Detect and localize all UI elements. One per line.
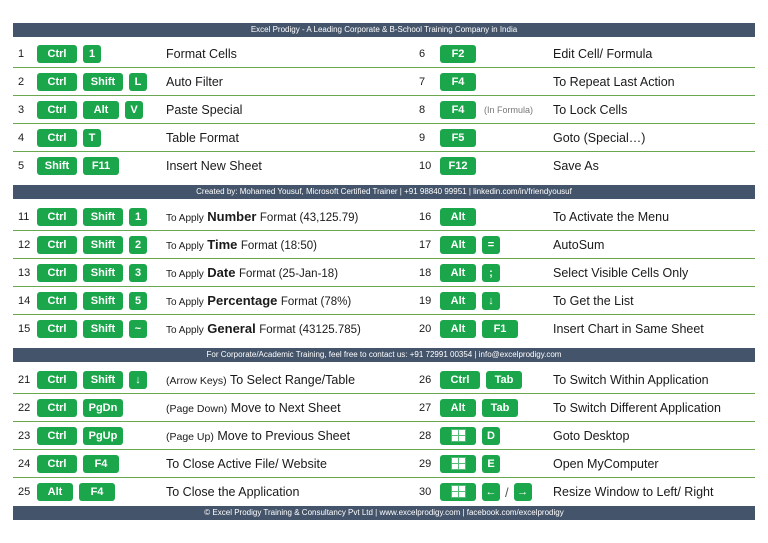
shortcut-row xyxy=(13,478,384,506)
section-3-right xyxy=(384,366,755,506)
key-combo xyxy=(37,129,101,147)
section-1-right xyxy=(384,40,755,180)
shortcut-row xyxy=(13,259,384,287)
shortcut-row xyxy=(13,231,384,259)
shortcut-description: To Activate the Menu xyxy=(553,210,670,224)
row-number: 3 xyxy=(18,104,25,116)
key-tab: Tab xyxy=(486,371,522,389)
row-number: 28 xyxy=(419,430,432,442)
row-number: 11 xyxy=(18,211,30,223)
key-combo xyxy=(37,371,147,389)
key-combo xyxy=(440,45,476,63)
key-combo xyxy=(37,483,115,501)
description-emphasis: Date xyxy=(207,265,236,280)
row-number: 4 xyxy=(18,132,25,144)
key-combo xyxy=(37,45,101,63)
shortcut-description: To Get the List xyxy=(553,294,634,308)
shortcut-description: Open MyComputer xyxy=(553,457,659,471)
key-ctrl: Ctrl xyxy=(37,320,77,338)
description-suffix: Format (25-Jan-18) xyxy=(238,268,339,280)
shortcut-description: To Close Active File/ Website xyxy=(166,457,327,471)
key-shift: Shift xyxy=(83,208,123,226)
key-combo xyxy=(440,292,500,310)
description-prefix: (Page Down) xyxy=(166,403,228,415)
section-2-left xyxy=(13,203,384,343)
description-suffix: Format (78%) xyxy=(280,296,352,308)
windows-key-icon xyxy=(440,483,476,501)
row-number: 21 xyxy=(18,374,31,386)
key-ctrl: Ctrl xyxy=(37,399,77,417)
key-combo xyxy=(440,73,476,91)
key-alt: Alt xyxy=(440,292,476,310)
shortcut-description: Insert New Sheet xyxy=(166,159,262,173)
shortcut-description xyxy=(166,287,351,317)
key-ctrl: Ctrl xyxy=(37,208,77,226)
shortcut-row xyxy=(13,315,384,343)
key-combo xyxy=(37,455,119,473)
key-pgup: PgUp xyxy=(83,427,123,445)
row-number: 5 xyxy=(18,160,25,172)
section-2-right xyxy=(384,203,755,343)
key-shift: Shift xyxy=(83,264,123,282)
shortcut-row xyxy=(13,366,384,394)
key-combo xyxy=(37,73,147,91)
shortcut-description: Select Visible Cells Only xyxy=(553,266,689,280)
key-shift: Shift xyxy=(37,157,77,175)
key-alt: Alt xyxy=(440,208,476,226)
contact-banner: For Corporate/Academic Training, feel free to contact us: +91 72991 00354 | info@excelprodigy.com xyxy=(13,348,755,362)
key-alt: Alt xyxy=(440,399,476,417)
key-arrow-down: ↓ xyxy=(482,292,500,310)
key-separator: / xyxy=(505,484,509,500)
key-combo xyxy=(440,129,476,147)
row-number: 16 xyxy=(419,211,432,223)
shortcut-row xyxy=(13,422,384,450)
key-ctrl: Ctrl xyxy=(440,371,480,389)
row-number: 17 xyxy=(419,239,432,251)
key-shift: Shift xyxy=(83,371,123,389)
shortcut-row xyxy=(13,124,384,152)
key-f4: F4 xyxy=(440,73,476,91)
key-ctrl: Ctrl xyxy=(37,73,77,91)
key-3: 3 xyxy=(129,264,147,282)
row-number: 14 xyxy=(18,295,31,307)
shortcut-row xyxy=(384,422,755,450)
key-combo xyxy=(37,208,147,226)
key-arrow-down: ↓ xyxy=(129,371,147,389)
key-combo xyxy=(440,101,533,119)
shortcut-row xyxy=(384,366,755,394)
top-banner: Excel Prodigy - A Leading Corporate & B-School Training Company in India xyxy=(13,23,755,37)
key-combo xyxy=(37,157,119,175)
footer-banner: © Excel Prodigy Training & Consultancy Pvt Ltd | www.excelprodigy.com | facebook.com/excelprodigy xyxy=(13,506,755,520)
shortcut-description: To Lock Cells xyxy=(553,103,628,117)
shortcut-row xyxy=(13,96,384,124)
key-t: T xyxy=(83,129,101,147)
shortcut-row xyxy=(384,450,755,478)
shortcut-row xyxy=(384,315,755,343)
key-combo xyxy=(440,483,532,501)
key-shift: Shift xyxy=(83,292,123,310)
shortcut-row xyxy=(384,124,755,152)
key-ctrl: Ctrl xyxy=(37,264,77,282)
windows-key-icon xyxy=(440,427,476,445)
shortcut-row xyxy=(13,203,384,231)
key-combo xyxy=(440,236,500,254)
shortcut-row xyxy=(384,394,755,422)
row-number: 26 xyxy=(419,374,432,386)
key-combo xyxy=(440,320,518,338)
key-arrow-left: ← xyxy=(482,483,500,501)
row-number: 30 xyxy=(419,486,432,498)
key-combo xyxy=(440,157,476,175)
key-d: D xyxy=(482,427,500,445)
row-number: 19 xyxy=(419,295,432,307)
shortcut-description: Table Format xyxy=(166,131,239,145)
key-alt: Alt xyxy=(37,483,73,501)
shortcut-description: Goto Desktop xyxy=(553,429,630,443)
description-text: To Select Range/Table xyxy=(229,373,356,387)
row-number: 10 xyxy=(419,160,432,172)
key-f4: F4 xyxy=(79,483,115,501)
row-number: 22 xyxy=(18,402,31,414)
key-ctrl: Ctrl xyxy=(37,236,77,254)
row-number: 2 xyxy=(18,76,25,88)
row-number: 9 xyxy=(419,132,426,144)
row-number: 25 xyxy=(18,486,31,498)
shortcut-row xyxy=(384,68,755,96)
row-number: 18 xyxy=(419,267,432,279)
description-emphasis: Number xyxy=(207,209,257,224)
shortcut-row xyxy=(13,450,384,478)
shortcut-row xyxy=(384,259,755,287)
description-prefix: To Apply xyxy=(166,213,204,224)
key-alt: Alt xyxy=(440,236,476,254)
shortcut-row xyxy=(384,478,755,506)
shortcut-row xyxy=(384,231,755,259)
row-number: 29 xyxy=(419,458,432,470)
key-combo xyxy=(440,399,518,417)
shortcut-row xyxy=(384,203,755,231)
key-f2: F2 xyxy=(440,45,476,63)
shortcut-description: Format Cells xyxy=(166,47,237,61)
description-prefix: To Apply xyxy=(166,241,204,252)
key-combo xyxy=(37,292,147,310)
shortcut-description: Resize Window to Left/ Right xyxy=(553,485,714,499)
key-shift: Shift xyxy=(83,236,123,254)
shortcut-description: To Close the Application xyxy=(166,485,300,499)
description-text: Move to Next Sheet xyxy=(230,401,341,415)
shortcut-row xyxy=(384,40,755,68)
key-ctrl: Ctrl xyxy=(37,292,77,310)
shortcut-description: To Switch Different Application xyxy=(553,401,721,415)
description-suffix: Format (43125.785) xyxy=(259,324,361,336)
windows-key-icon xyxy=(440,455,476,473)
row-number: 15 xyxy=(18,323,31,335)
key-1: 1 xyxy=(129,208,147,226)
key-f4: F4 xyxy=(83,455,119,473)
description-suffix: Format (18:50) xyxy=(240,240,317,252)
key-ctrl: Ctrl xyxy=(37,371,77,389)
description-emphasis: Percentage xyxy=(207,293,278,308)
key-combo xyxy=(37,236,147,254)
key-e: E xyxy=(482,455,500,473)
key-combo xyxy=(440,427,500,445)
shortcut-description xyxy=(166,231,317,261)
shortcut-description: Insert Chart in Same Sheet xyxy=(553,322,704,336)
shortcut-row xyxy=(13,287,384,315)
key-f1: F1 xyxy=(482,320,518,338)
shortcut-description xyxy=(166,315,361,345)
key-tab: Tab xyxy=(482,399,518,417)
row-number: 27 xyxy=(419,402,432,414)
key-2: 2 xyxy=(129,236,147,254)
shortcut-row xyxy=(13,152,384,180)
description-emphasis: Time xyxy=(207,237,238,252)
key-combo xyxy=(440,208,476,226)
shortcut-row xyxy=(384,96,755,124)
description-emphasis: General xyxy=(207,321,256,336)
description-prefix: (Page Up) xyxy=(166,431,214,443)
key-combo xyxy=(37,399,123,417)
key-combo xyxy=(440,455,500,473)
key-alt: Alt xyxy=(83,101,119,119)
section-1-left xyxy=(13,40,384,180)
description-prefix: To Apply xyxy=(166,269,204,280)
key-ctrl: Ctrl xyxy=(37,45,77,63)
shortcut-description: Edit Cell/ Formula xyxy=(553,47,653,61)
shortcut-row xyxy=(384,287,755,315)
key-l: L xyxy=(129,73,147,91)
key-5: 5 xyxy=(129,292,147,310)
key-tilde: ~ xyxy=(129,320,147,338)
shortcut-row xyxy=(13,394,384,422)
key-combo xyxy=(37,101,143,119)
description-prefix: To Apply xyxy=(166,297,204,308)
shortcut-description: Paste Special xyxy=(166,103,243,117)
key-f11: F11 xyxy=(83,157,119,175)
key-1: 1 xyxy=(83,45,101,63)
key-pgdn: PgDn xyxy=(83,399,123,417)
key-ctrl: Ctrl xyxy=(37,427,77,445)
key-combo xyxy=(37,264,147,282)
row-number: 7 xyxy=(419,76,426,88)
key-semicolon: ; xyxy=(482,264,500,282)
key-combo xyxy=(37,427,123,445)
key-arrow-right: → xyxy=(514,483,532,501)
shortcut-description: Auto Filter xyxy=(166,75,223,89)
shortcut-description: Goto (Special…) xyxy=(553,131,646,145)
row-number: 6 xyxy=(419,48,426,60)
shortcut-row xyxy=(13,40,384,68)
key-note: (In Formula) xyxy=(484,105,534,115)
description-prefix: (Arrow Keys) xyxy=(166,375,227,387)
key-combo xyxy=(440,371,522,389)
row-number: 20 xyxy=(419,323,432,335)
shortcut-description xyxy=(166,203,358,233)
key-f4: F4 xyxy=(440,101,476,119)
description-text: Move to Previous Sheet xyxy=(217,429,351,443)
row-number: 1 xyxy=(18,48,25,60)
key-ctrl: Ctrl xyxy=(37,129,77,147)
key-ctrl: Ctrl xyxy=(37,455,77,473)
description-prefix: To Apply xyxy=(166,325,204,336)
section-3-left xyxy=(13,366,384,506)
key-v: V xyxy=(125,101,143,119)
key-ctrl: Ctrl xyxy=(37,101,77,119)
key-f5: F5 xyxy=(440,129,476,147)
credit-banner: Created by: Mohamed Yousuf, Microsoft Certified Trainer | +91 98840 99951 | linkedin.com/in/friendyousuf xyxy=(13,185,755,199)
row-number: 24 xyxy=(18,458,31,470)
shortcut-description: To Switch Within Application xyxy=(553,373,709,387)
description-suffix: Format (43,125.79) xyxy=(259,212,359,224)
key-alt: Alt xyxy=(440,264,476,282)
row-number: 13 xyxy=(18,267,31,279)
shortcut-description xyxy=(166,366,355,395)
shortcut-description xyxy=(166,259,338,289)
key-shift: Shift xyxy=(83,320,123,338)
shortcut-row xyxy=(13,68,384,96)
shortcut-description xyxy=(166,422,350,451)
shortcut-row xyxy=(384,152,755,180)
key-alt: Alt xyxy=(440,320,476,338)
key-f12: F12 xyxy=(440,157,476,175)
row-number: 12 xyxy=(18,239,31,251)
shortcut-description: Save As xyxy=(553,159,599,173)
row-number: 23 xyxy=(18,430,31,442)
row-number: 8 xyxy=(419,104,426,116)
key-combo xyxy=(37,320,147,338)
key-shift: Shift xyxy=(83,73,123,91)
shortcut-description xyxy=(166,394,341,423)
shortcut-description: AutoSum xyxy=(553,238,605,252)
shortcut-description: To Repeat Last Action xyxy=(553,75,675,89)
key-combo xyxy=(440,264,500,282)
key-equals: = xyxy=(482,236,500,254)
